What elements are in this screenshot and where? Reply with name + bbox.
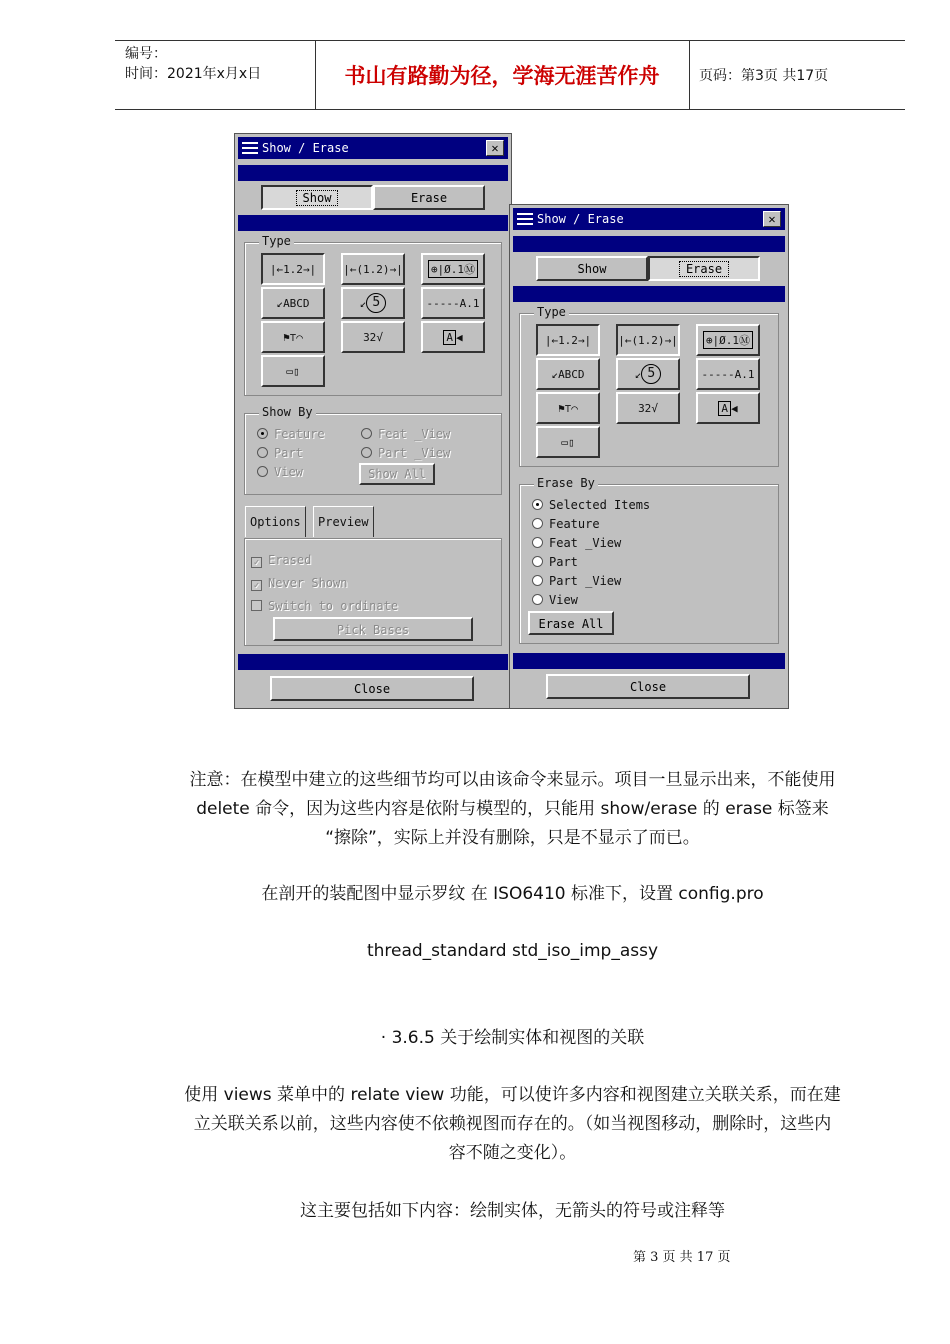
surface-finish-icon[interactable]: 32 √ xyxy=(341,321,405,353)
section-heading: · 3.6.5 关于绘制实体和视图的关联 xyxy=(380,1028,645,1048)
close-icon[interactable]: ✕ xyxy=(763,211,781,227)
weld-symbol-icon[interactable]: ⚑⊤⌒ xyxy=(261,321,325,353)
radio-part[interactable]: Part xyxy=(532,555,578,569)
checkbox-never-shown[interactable]: ✓ Never Shown xyxy=(251,576,347,591)
tab-erase[interactable]: Erase xyxy=(648,256,760,281)
title-bar xyxy=(513,208,785,230)
datum-icon[interactable]: A ◀ xyxy=(421,321,485,353)
options-panel xyxy=(244,538,502,646)
geometric-tolerance-icon[interactable]: ⊕|Ø.1Ⓜ xyxy=(421,253,485,285)
tab-show[interactable]: Show xyxy=(536,256,648,281)
checkbox-erased[interactable]: ✓ Erased xyxy=(251,553,311,568)
header-page-label: 页码：第3页 共17页 xyxy=(699,68,829,84)
show-by-group xyxy=(244,405,502,495)
time-label: 时间：2021年x月x日 xyxy=(125,66,262,82)
divider-bar xyxy=(513,286,785,302)
type-group xyxy=(244,234,502,396)
tab-erase[interactable]: Erase xyxy=(373,185,485,210)
note-icon[interactable]: ↙ ABCD xyxy=(536,358,600,390)
number-label: 编号： xyxy=(125,46,167,62)
radio-feature[interactable]: Feature xyxy=(257,427,325,441)
radio-feat-view[interactable]: Feat _View xyxy=(361,427,450,441)
balloon-icon[interactable]: ↙ 5 xyxy=(616,358,680,390)
tab-show[interactable]: Show xyxy=(261,185,373,210)
title-bar xyxy=(238,137,508,159)
contents-paragraph: 这主要包括如下内容：绘制实体，无箭头的符号或注释等 xyxy=(300,1201,725,1221)
config-line: thread_standard std_iso_imp_assy xyxy=(366,941,659,961)
radio-feat-view[interactable]: Feat _View xyxy=(532,536,621,550)
erase-by-group xyxy=(519,476,779,644)
tab-options[interactable]: Options xyxy=(245,506,306,537)
erase-all-button[interactable]: Erase All xyxy=(528,611,614,635)
close-button[interactable]: Close xyxy=(546,674,750,699)
page-header xyxy=(115,40,905,110)
page-footer: 第 3 页 共 17 页 xyxy=(633,1250,731,1265)
divider-bar xyxy=(238,654,508,670)
relate-view-paragraph: 使用 views 菜单中的 relate view 功能，可以使许多内容和视图建立关联关系，而在建 立关联关系以前，这些内容使不依赖视图而存在的。（如当视图移动，删除时，这些内 容不随之变化）。 xyxy=(184,1085,841,1163)
show-by-label: Show By xyxy=(259,405,316,419)
window-menu-icon[interactable] xyxy=(517,213,533,225)
header-meta xyxy=(115,41,316,109)
radio-view[interactable]: View xyxy=(532,593,578,607)
show-erase-window-show xyxy=(234,133,512,709)
divider-bar xyxy=(513,236,785,252)
radio-part[interactable]: Part xyxy=(257,446,303,460)
dimension-icon[interactable]: |← 1.2 →| xyxy=(261,253,325,285)
checkbox-switch-to-ordinate[interactable]: Switch to ordinate xyxy=(251,599,398,613)
axis-icon[interactable]: ----- A.1 xyxy=(696,358,760,390)
geometric-tolerance-icon[interactable]: ⊕|Ø.1Ⓜ xyxy=(696,324,760,356)
weld-symbol-icon[interactable]: ⚑⊤⌒ xyxy=(536,392,600,424)
erase-by-label: Erase By xyxy=(534,476,598,490)
divider-bar xyxy=(238,215,508,231)
divider-bar xyxy=(513,653,785,669)
type-group-label: Type xyxy=(259,234,294,248)
cosmetic-feature-icon[interactable]: ▭▯ xyxy=(261,355,325,387)
thread-paragraph: 在剖开的装配图中显示罗纹 在 ISO6410 标准下，设置 config.pro xyxy=(261,884,764,904)
datum-icon[interactable]: A ◀ xyxy=(696,392,760,424)
window-menu-icon[interactable] xyxy=(242,142,258,154)
radio-part-view[interactable]: Part _View xyxy=(532,574,621,588)
type-group-label: Type xyxy=(534,305,569,319)
note-icon[interactable]: ↙ ABCD xyxy=(261,287,325,319)
reference-dimension-icon[interactable]: |← (1.2) →| xyxy=(616,324,680,356)
radio-feature[interactable]: Feature xyxy=(532,517,600,531)
window-title: Show / Erase xyxy=(537,212,624,226)
show-all-button[interactable]: Show All xyxy=(359,463,435,485)
header-motto: 书山有路勤为径，学海无涯苦作舟 xyxy=(315,41,690,109)
reference-dimension-icon[interactable]: |← (1.2) →| xyxy=(341,253,405,285)
close-button[interactable]: Close xyxy=(270,676,474,701)
show-erase-window-erase xyxy=(509,204,789,709)
window-title: Show / Erase xyxy=(262,141,349,155)
cosmetic-feature-icon[interactable]: ▭▯ xyxy=(536,426,600,458)
surface-finish-icon[interactable]: 32 √ xyxy=(616,392,680,424)
type-group xyxy=(519,305,779,467)
radio-view[interactable]: View xyxy=(257,465,303,479)
radio-part-view[interactable]: Part _View xyxy=(361,446,450,460)
dimension-icon[interactable]: |← 1.2 →| xyxy=(536,324,600,356)
radio-selected-items[interactable]: Selected Items xyxy=(532,498,650,512)
axis-icon[interactable]: ----- A.1 xyxy=(421,287,485,319)
pick-bases-button[interactable]: Pick Bases xyxy=(273,617,473,641)
balloon-icon[interactable]: ↙ 5 xyxy=(341,287,405,319)
close-icon[interactable]: ✕ xyxy=(486,140,504,156)
tab-preview[interactable]: Preview xyxy=(313,506,374,537)
divider-bar xyxy=(238,165,508,181)
note-paragraph: 注意：在模型中建立的这些细节均可以由该命令来显示。项目一旦显示出来，不能使用 delete 命令，因为这些内容是依附与模型的，只能用 show/erase 的 erase 标签来 “擦除”，实际上并没有删除，只是不显示了而已。 xyxy=(189,770,836,848)
